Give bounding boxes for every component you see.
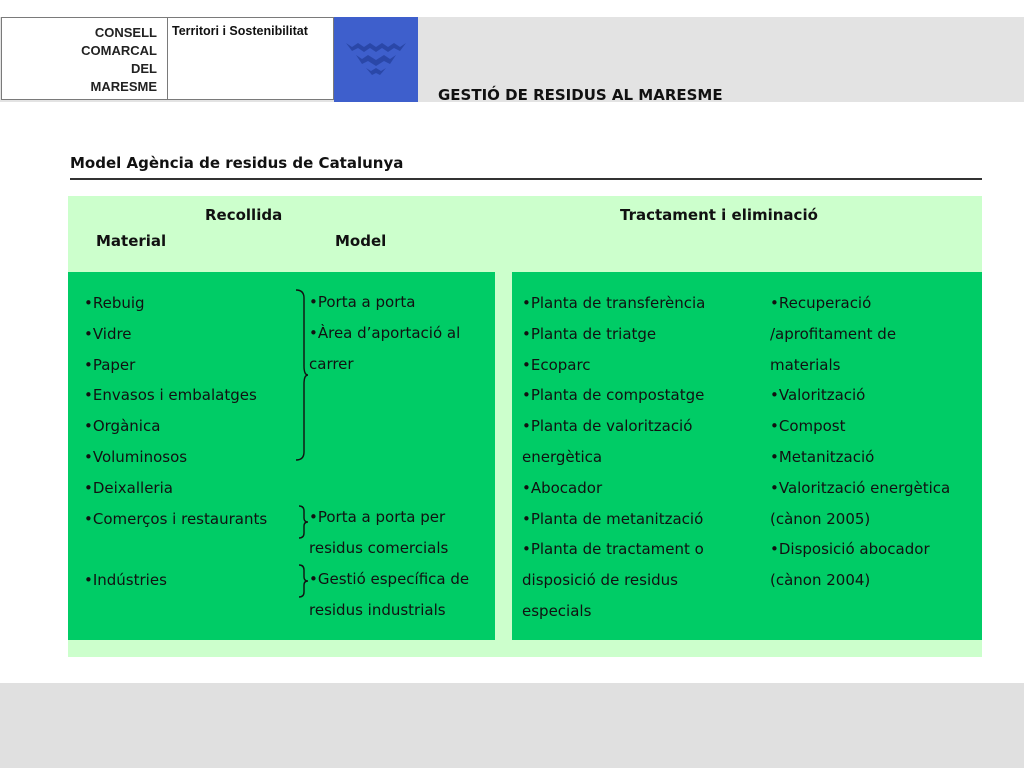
model-group3-list xyxy=(309,564,469,626)
model-heading: Model xyxy=(335,232,387,250)
model-group1-list xyxy=(309,287,460,379)
logo-line-4: MARESME xyxy=(90,79,157,94)
eliminacio-list xyxy=(770,288,950,596)
list-item: •Planta de triatge xyxy=(522,324,657,343)
logo-line-2: COMARCAL xyxy=(81,43,157,58)
model-group2-brace xyxy=(296,504,310,540)
tractament-heading: Tractament i eliminació xyxy=(620,206,818,224)
list-item: •Planta de tractament o xyxy=(522,540,704,559)
recollida-heading: Recollida xyxy=(205,206,283,224)
consell-comarcal-logo xyxy=(1,17,168,100)
list-item: •Valorització energètica xyxy=(770,478,951,497)
list-item: residus industrials xyxy=(309,600,446,619)
page-title: GESTIÓ DE RESIDUS AL MARESME xyxy=(438,86,723,104)
section-subtitle: Model Agència de residus de Catalunya xyxy=(70,154,404,172)
footer-band xyxy=(0,683,1024,768)
list-item: •Rebuig xyxy=(84,294,145,312)
department-label: Territori i Sostenibilitat xyxy=(172,24,308,38)
list-item: especials xyxy=(522,601,592,620)
list-item: •Valorització xyxy=(770,386,866,405)
model-group1-brace xyxy=(292,288,310,463)
model-group2-list xyxy=(309,502,448,564)
list-item: •Voluminosos xyxy=(84,447,188,466)
list-item: •Paper xyxy=(84,355,136,374)
logo-line-1: CONSELL xyxy=(94,25,157,40)
department-box xyxy=(168,17,334,100)
list-item: •Abocador xyxy=(522,478,603,497)
list-item: energètica xyxy=(522,447,603,466)
list-item: •Deixalleria xyxy=(84,478,173,497)
list-item: •Porta a porta per xyxy=(309,508,446,526)
list-item: •Planta de valorització xyxy=(522,417,693,436)
list-item: •Gestió específica de xyxy=(309,570,470,588)
waves-emblem-icon xyxy=(334,17,418,102)
list-item: •Ecoparc xyxy=(522,355,591,374)
list-item: (cànon 2005) xyxy=(770,509,871,528)
list-item: carrer xyxy=(309,354,354,373)
list-item: •Planta de compostatge xyxy=(522,386,705,405)
list-item: •Disposició abocador xyxy=(770,540,930,559)
model-group3-brace xyxy=(296,563,310,599)
list-item: residus comercials xyxy=(309,538,449,557)
tractament-list xyxy=(522,288,705,627)
material-heading: Material xyxy=(96,232,167,250)
list-item: •Envasos i embalatges xyxy=(84,386,257,405)
list-item: disposició de residus xyxy=(522,571,678,590)
list-item: •Àrea d’aportació al xyxy=(309,323,461,342)
list-item: (cànon 2004) xyxy=(770,571,871,590)
list-item: •Indústries xyxy=(84,571,167,590)
list-item: •Planta de transferència xyxy=(522,294,706,312)
logo-line-3: DEL xyxy=(131,61,157,76)
list-item: /aprofitament de xyxy=(770,324,897,343)
materials-list xyxy=(84,288,267,596)
list-item: •Recuperació xyxy=(770,294,872,312)
list-item: •Comerços i restaurants xyxy=(84,509,268,528)
list-item: •Compost xyxy=(770,417,846,436)
list-item: •Orgànica xyxy=(84,417,161,436)
subtitle-divider xyxy=(70,178,982,180)
list-item: •Planta de metanització xyxy=(522,509,704,528)
list-item: •Porta a porta xyxy=(309,293,416,311)
list-item: •Vidre xyxy=(84,324,132,343)
list-item: materials xyxy=(770,355,841,374)
list-item: •Metanització xyxy=(770,447,875,466)
